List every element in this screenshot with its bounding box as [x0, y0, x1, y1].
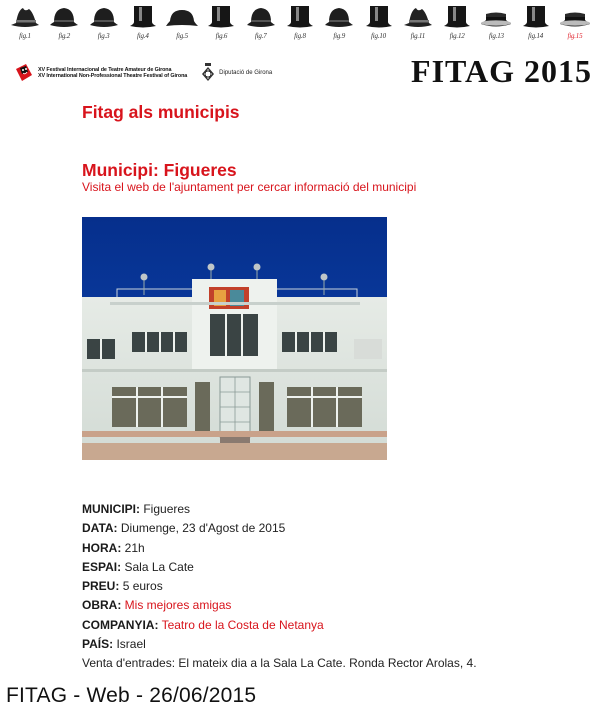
hat-figure: [399, 4, 437, 46]
hat-figure: [517, 4, 555, 46]
detail-label: PAÍS:: [82, 637, 114, 652]
hat-figure-label: fig.15: [567, 32, 583, 40]
hat-figure: [124, 4, 162, 46]
detail-row: [82, 558, 592, 577]
hat-figure-label: fig.5: [176, 32, 188, 40]
hat-fedora-icon: [401, 4, 435, 30]
hat-figure: [85, 4, 123, 46]
diputacio-crest-icon: [201, 63, 215, 83]
sala-la-cate-building-image: [82, 217, 387, 460]
hat-figure-label: fig.14: [528, 32, 544, 40]
hat-bowler-icon: [87, 4, 121, 30]
detail-row: [82, 519, 592, 538]
detail-label: ESPAI:: [82, 559, 122, 574]
fitag-brand-title: FITAG 2015: [411, 53, 592, 89]
hat-figure: [242, 4, 280, 46]
hat-figure-label: fig.9: [333, 32, 346, 40]
hat-boater-icon: [479, 4, 513, 30]
municipi-title: Municipi: Figueres: [82, 160, 237, 180]
hat-figure: [202, 4, 240, 46]
hat-tophat-icon: [519, 4, 553, 30]
hat-tophat-icon: [283, 4, 317, 30]
municipi-website-link[interactable]: Visita el web de l'ajuntament per cercar informació del municipi: [82, 180, 417, 194]
detail-row: [82, 596, 592, 615]
ticket-sales-info: Venta d'entrades: El mateix dia a la Sala La Cate. Ronda Rector Arolas, 4.: [82, 656, 477, 671]
hat-figure: [556, 4, 594, 46]
hat-figure-label: fig.6: [215, 32, 228, 40]
festival-name-en: XV International Non-Professional Theatre Festival of Girona: [38, 73, 188, 79]
detail-row: [82, 616, 592, 635]
detail-row: [82, 635, 592, 654]
hat-figure-label: fig.4: [137, 32, 149, 40]
detail-label: PREU:: [82, 579, 120, 594]
hat-figure: [320, 4, 358, 46]
hat-bowler-icon: [47, 4, 81, 30]
hat-figure-label: fig.7: [254, 32, 267, 40]
hat-fedora-icon: [8, 4, 42, 30]
detail-label: COMPANYIA:: [82, 617, 159, 632]
detail-value: 5 euros: [122, 579, 163, 594]
event-details: [82, 500, 592, 674]
diputacio-logo: [201, 63, 272, 83]
detail-value: Figueres: [143, 502, 191, 516]
hat-figure: [438, 4, 476, 46]
festival-name-ca: XV Festival Internacional de Teatre Amateur de Girona: [38, 66, 172, 73]
hat-figure-label: fig.2: [58, 32, 71, 40]
hat-figure-label: fig.8: [294, 32, 306, 40]
hat-tophat-icon: [362, 4, 396, 30]
hat-figure-label: fig.12: [449, 32, 465, 40]
detail-value: Diumenge, 23 d'Agost de 2015: [120, 521, 286, 536]
hat-boater-icon: [558, 4, 592, 30]
fitag-masks-logo-icon: [14, 63, 34, 83]
detail-label: DATA:: [82, 521, 118, 536]
detail-value: 21h: [124, 540, 145, 555]
detail-row: [82, 577, 592, 596]
detail-label: HORA:: [82, 540, 122, 555]
hat-figure-label: fig.3: [97, 32, 110, 40]
hat-figure: [163, 4, 201, 46]
page-footer: FITAG - Web - 26/06/2015: [6, 684, 257, 707]
detail-label: OBRA:: [82, 598, 122, 613]
detail-row: [82, 539, 592, 558]
hat-figure: [6, 4, 44, 46]
hat-figure-label: fig.11: [410, 32, 426, 40]
detail-value: Sala La Cate: [124, 559, 194, 574]
hat-bowler-wide-icon: [165, 4, 199, 30]
hat-figure: [360, 4, 398, 46]
hat-figure-label: fig.1: [19, 32, 31, 40]
detail-label: MUNICIPI:: [82, 502, 140, 516]
hat-tophat-icon: [440, 4, 474, 30]
hat-figure: [45, 4, 83, 46]
festival-name: [38, 67, 187, 80]
venue-photo: [82, 217, 387, 460]
hat-figure-label: fig.10: [371, 32, 386, 40]
detail-value-link[interactable]: Teatro de la Costa de Netanya: [161, 617, 324, 632]
hat-bowler-icon: [322, 4, 356, 30]
detail-row: [82, 500, 592, 519]
detail-value-link[interactable]: Mis mejores amigas: [124, 598, 232, 613]
hat-tophat-icon: [204, 4, 238, 30]
hat-figures-banner: [6, 4, 594, 46]
hat-tophat-icon: [126, 4, 160, 30]
hat-figure: [477, 4, 515, 46]
hat-bowler-icon: [244, 4, 278, 30]
sponsor-logos: [14, 60, 272, 86]
section-title: Fitag als municipis: [82, 102, 240, 122]
hat-figure: [281, 4, 319, 46]
diputacio-name: Diputació de Girona: [219, 70, 273, 76]
hat-figure-label: fig.13: [488, 32, 504, 40]
detail-value: Israel: [116, 637, 146, 652]
